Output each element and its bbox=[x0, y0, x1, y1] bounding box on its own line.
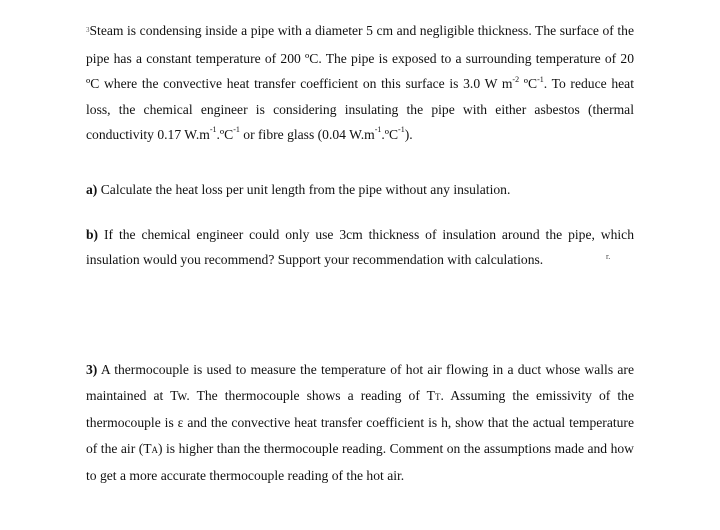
superscript: -2 bbox=[512, 74, 520, 84]
q1-text: Steam is condensing inside a pipe with a diameter 5 cm and negligible thickness. The surface of the pipe has a constant temperature of 200 ºC. The pipe is exposed to a surrounding temperature of 20 ºC where the convective heat transfer coefficient on this surface is 3.0 W m bbox=[86, 23, 634, 92]
superscript: -1 bbox=[398, 125, 405, 135]
q1-text: .ºC bbox=[216, 126, 234, 142]
q3-text: . Assuming the emissivity of the thermocouple is ε and the convective heat transfer coefficient is h, show that the actual temperature of the air (T bbox=[86, 387, 634, 456]
part-b-paragraph bbox=[86, 222, 634, 272]
superscript: -1 bbox=[374, 125, 382, 135]
q1-text: or fibre glass (0.04 W.m bbox=[239, 126, 375, 142]
question-3-label: 3) bbox=[86, 361, 98, 377]
part-a-paragraph bbox=[86, 177, 634, 202]
q3-text: ) is higher than the thermocouple reading. Comment on the assumptions made and how to get a more accurate thermocouple reading of the hot air. bbox=[86, 440, 634, 483]
q1-text: .ºC bbox=[381, 126, 399, 142]
question-1-paragraph bbox=[86, 18, 634, 147]
stray-mark: r. bbox=[606, 252, 611, 261]
question-number-marker: 3 bbox=[86, 26, 90, 34]
superscript: -1 bbox=[537, 74, 544, 84]
q1-text: ºC bbox=[519, 76, 538, 92]
subscript-t: T bbox=[434, 391, 441, 402]
part-b-text: If the chemical engineer could only use 3cm thickness of insulation around the pipe, which insulation would you recommend? Support your recommendation with calculations. bbox=[86, 227, 634, 268]
part-a-text: Calculate the heat loss per unit length from the pipe without any insulation. bbox=[97, 182, 511, 198]
q3-text: A thermocouple is used to measure the temperature of hot air flowing in a duct whose walls are maintained at Tw. The thermocouple shows a reading of T bbox=[86, 361, 634, 403]
superscript: -1 bbox=[209, 125, 217, 135]
q1-text: ). bbox=[404, 126, 413, 142]
part-a-label: a) bbox=[86, 182, 98, 198]
question-3-paragraph bbox=[86, 357, 634, 489]
document-page bbox=[86, 18, 634, 489]
q1-text: . To reduce heat loss, the chemical engineer is considering insulating the pipe with either asbestos (thermal conductivity 0.17 W.m bbox=[86, 76, 634, 142]
subscript-a: A bbox=[151, 444, 159, 455]
part-b-label: b) bbox=[86, 227, 99, 243]
superscript: -1 bbox=[233, 125, 240, 135]
